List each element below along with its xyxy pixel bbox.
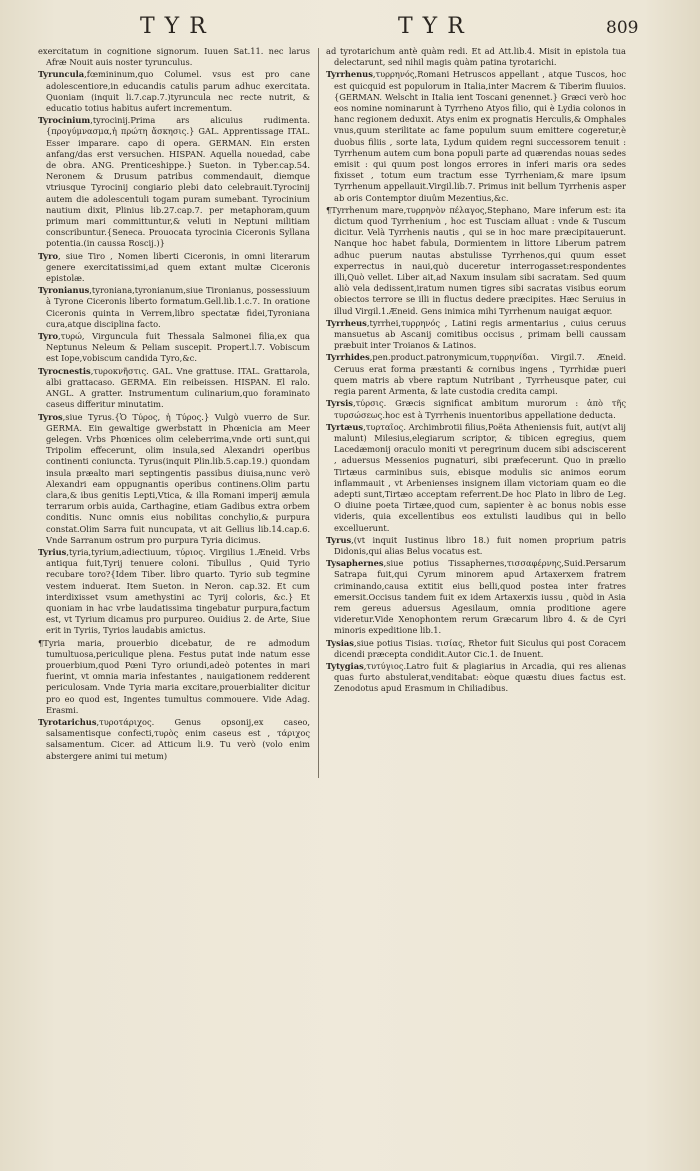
entry-headword: Tyrius — [38, 546, 67, 557]
entry-text: ad tyrotarichum antè quàm redi. Et ad Att.lib.4. Misit in epistola tua delectarunt, sed nihil magis quàm patina tyrotarichi. — [326, 46, 626, 68]
entry-text: ,tyroniana,tyronianum,siue Tironianus, possessiuum à Tyrone Ciceronis liberto formatum.Gell.lib.1.c.7. In oratione Ciceronis quinta in Verrem,libro spectatæ fidei,Tyroniana cura,atque disciplina facto. — [46, 285, 310, 329]
entry-text: ,(vt inquit Iustinus libro 18.) fuit nomen proprium patris Didonis,qui alias Belus vocatus est. — [334, 534, 626, 556]
entry-text: ,pen.product.patronymicum,τυρρηνίδαι. Virgil.7. Æneid. Ceruus erat forma præstanti & cornibus ingens , Tyrrhidæ pueri quem matris ab vbere raptum Nutribant , Tyrrheusque pater, cui regia parent Armenta, & late custodia credita campi. — [334, 352, 626, 397]
entry-text: ,tyrrhei,τυρρηνός , Latini regis armentarius , cuius ceruus mansuetus ab Ascanij comitibus occisus , primam belli caussam præbuit inter Troianos & Latinos. — [334, 317, 626, 351]
entry-headword: Tyrus — [326, 534, 352, 545]
entry-text: ,tyrocinij.Prima ars alicuius rudimenta. {προγύμνασμα,ἡ πρώτη ἄσκησις.} GAL. Apprentissage ITAL. Esser imparare. capo di opera. GERMAN. Ein ersten anfang/das erst versuchen. HISPAN. Aquella nouedad, cabe de obra. ANG. Prenticeshippe.} Sueton. in Tyber.cap.54. Neronem & Drusum patribus commendauit, diemque vtriusque Tyrocinij congiario plebi dato celebrauit.Tyrocinij autem die adolescentuli togam puram sumebant. Tyrocinium nautium dixit, Plinius lib.27.cap.7. per metaphoram,quum primum mari committuntur,& veluti in Neptuni militiam conscribuntur.{Seneca. Prouocata tyrocinia Ciceronis Syllana potentia.(in caussa Roscij.)} — [46, 115, 310, 249]
entry-headword: Tyrocinium — [38, 115, 91, 126]
entry-text: ¶Tyrrhenum mare,τυρρηνὸν πέλαγος,Stephano, Mare inferum est: ita dictum quod Tyrrhenium , hoc est Tusciam alluat : vnde & Tuscum dicitur. Velà Tyrrhenis nautis , qui se in hoc mare præcipitauerunt. Nanque hoc habet fabula, Dormientem in littore Liberum patrem adhuc puerum nautas abstulisse Tyrrhenos,qui quum esset experrectus in naui,quò duceretur interrogasset:respondentes illi,Quò vellet. Liber ait,ad Naxum insulam sibi sacratam. Sed quum aliò vela dedissent,iratum numen tigres sibi sacratas visibus eorum obiectos terrore se illi in fluctus dedere præcipites. Hæc Seruius in illud Virgil.1.Æneid. Gens inimica mihi Tyrrhenum nauigat æquor. — [326, 204, 626, 316]
entry-text: ¶Tyria maria, prouerbio dicebatur, de re admodum tumultuosa,periculique plena. Festus putat inde natum esse prouerbium,quod Pœni Tyro oriundi,adeò potentes in mari fuerint, vt omnia maria infestantes , nauigationem redderent periculosam. Vnde Tyria maria excitare,prouerbialiter dicitur pro eo quod est, Ingentes tumultus commouere. Vide Adag. Erasmi. — [38, 637, 310, 715]
entry-text: ,tyria,tyrium,adiectiuum, τύριος. Virgilius 1.Æneid. Vrbs antiqua fuit,Tyrij tenuere coloni. Tibullus , Quid Tyrio recubare toro?{Idem Tiber. libro quarto. Tyrio sub tegmine vestem induerat. Item Sueton. in Neron. cap.32. Et cum interdixisset vsum amethystini ac Tyrij coloris, &c.} Et quoniam in hac vrbe laudatissima tingebatur purpura,factum est, vt Tyrium dicamus pro purpureo. Ouidius 2. de Arte, Siue erit in Tyriis, Tyrios laudabis amictus. — [46, 546, 310, 636]
entry-text: ,τυρρηνός,Romani Hetruscos appellant , atque Tuscos, hoc est quicquid est populorum in Italia,inter Macrem & Tiberim fluuios.{GERMAN. Welscht in Italia ient Toscani genennet.} Græci verò hoc eos nomine nominarunt à Tyrrheno Atyos filio, qui è Lydia colonos in hanc regionem deduxit. Atys enim ex prognatis Herculis,& Omphales vnus,quum sterilitate ac fame populum suum emittere cogeretur,è duobus filiis , sorte lata, Lydum quidem regni successorem tenuit : Tyrrhenum autem cum bona populi parte ad quærendas nouas sedes emisit : qui quum post longos errores in inferi maris ora sedes fixisset , totum eum tractum esse Tyrrheniam,& mare ipsum Tyrrhenum appellauit.Virgil.lib.7. Primus init bellum Tyrrhenis asper ab oris Contemptor diuûm Mezentius,&c. — [334, 69, 626, 203]
dictionary-entry — [326, 69, 626, 203]
entry-headword: Tyro — [38, 250, 58, 261]
entry-headword: Tyros — [38, 411, 63, 422]
dictionary-entry — [38, 69, 310, 114]
entry-text: ,τυρώ, Virguncula fuit Thessala Salmonei filia,ex qua Neptunus Neleum & Peliam suscepit. Propert.l.7. Vobiscum est Iope,vobiscum candida Tyro,&c. — [46, 331, 310, 364]
dictionary-entry — [38, 412, 310, 546]
entry-text: ,τυρταῖος. Archimbrotii filius,Poëta Atheniensis fuit, aut(vt alij malunt) Milesius,elegiarum scriptor, & tibicen egregius, quem Lacedæmonij oraculo moniti vt peregrinum ducem sibi adsciscerent , aduersus Messenios pugnaturi, sibi præfecerunt. Quo in prælio Tirtæus carminibus suis, ebisque modulis sic animos eorum inflammauit , vt Arbenienses insignem illam victoriam quam eo die adepti sunt,Tirtæo acceptam referrent.De hoc Plato in libro de Leg. O diuine poeta Tirtæe,quod cum, sapienter è ac bonus nobis esse videris, quia excellentibus eos extulisti laudibus qui in bello excelluerunt. — [334, 421, 626, 533]
entry-headword: Tysias — [326, 637, 354, 648]
dictionary-entry — [38, 366, 310, 411]
entry-text: ,siue Tyrus.{Ὁ Τύρος, ἡ Τύρος.} Vulgò vuerro de Sur. GERMA. Ein gewaltige gwerbstatt in Phœnicia am Meer gelegen. Vrbs Phœnices olim celeberrima,vnde orti sunt,qui Tripolim effecerunt, olim insula,sed Alexandri operibus continenti coniuncta. Tyrus(inquit Plin.lib.5.cap.19.) quondam insula præalto mari septingentis passibus diuisa,nunc verò Alexandri eam oppugnantis operibus continens.Olim partu clara,& ibus genitis Lepti,Vtica, & illa Romani imperij æmula terrarum orbis auida, Carthagine, etiam Gadibus extra orbem conditis. Nunc omnis eius nobilitas conchylio,& purpura constat.Olim Sarra fuit nuncupata, vt ait Gellius lib.14.cap.6. Vnde Sarranum ostrum pro purpura Tyria dicimus. — [46, 411, 310, 545]
entry-text: , siue Tiro , Nomen liberti Ciceronis, in omni literarum genere exercitatissimi,ad quem extant multæ Ciceronis epistolæ. — [46, 250, 310, 284]
column-divider — [318, 48, 319, 778]
entry-text: ,siue potius Tissaphernes,τισσαφέρνης,Suid.Persarum Satrapa fuit,qui Cyrum minorem apud Artaxerxem fratrem criminando,causa extitit eius belli,quod postea inter fratres emersit.Occisus tandem fuit ex idem Artaxerxis iussu , quòd in Asia rem gereus aduersus Agesilaum, omnia proditione agere videretur.Vide Xenophontem rerum Græcarum libro 4. & de Cyri minoris expeditione lib.1. — [334, 558, 626, 636]
entry-headword: Tyrtæus — [326, 421, 364, 432]
entry-headword: Tyruncula — [38, 69, 85, 80]
dictionary-entry — [38, 251, 310, 285]
dictionary-entry — [38, 717, 310, 762]
dictionary-entry — [326, 661, 626, 695]
running-head — [0, 14, 700, 48]
dictionary-entry — [38, 638, 310, 716]
left-column — [38, 46, 310, 763]
dictionary-entry — [38, 46, 310, 68]
running-head-left: TYR — [140, 14, 216, 39]
entry-headword: Tyrrheus — [326, 317, 367, 328]
page-number: 809 — [606, 18, 639, 38]
dictionary-entry — [326, 318, 626, 352]
entry-text: exercitatum in cognitione signorum. Iuuen Sat.11. nec larus Afræ Nouit auis noster tyrunculus. — [38, 46, 310, 68]
entry-headword: Tyrocnestis — [38, 365, 91, 376]
entry-text: ,τυτύγιος.Latro fuit & plagiarius in Arcadia, qui res alienas quas furto abstulerat,venditabat: eòque quæstu diues factus est. Zenodotus apud Erasmum in Chiliadibus. — [334, 660, 626, 694]
dictionary-entry — [326, 205, 626, 317]
entry-headword: Tyrsis — [326, 398, 353, 409]
entry-headword: Tysaphernes — [326, 558, 384, 569]
dictionary-entry — [326, 535, 626, 557]
entry-text: ,siue potius Tisias. τισίας, Rhetor fuit Siculus qui post Coracem dicendi præcepta condidit.Autor Cic.1. de Inuent. — [334, 637, 626, 659]
dictionary-entry — [326, 422, 626, 534]
entry-headword: Tytygias — [326, 660, 364, 671]
entry-headword: Tyronianus — [38, 285, 90, 296]
dictionary-entry — [38, 331, 310, 365]
entry-text: ,τυροκνῆστις. GAL. Vne grattuse. ITAL. Grattarola, albi grattacaso. GERMA. Ein reibeissen. HISPAN. El ralo. ANGL. A gratter. Instrumentum culinarium,quo foraminato caseus differitur minutatim. — [46, 365, 310, 410]
entry-text: ,τυροτάριχος. Genus opsonij,ex caseo, salsamentisque confecti,τυρὸς enim caseus est , τάριχος salsamentum. Cicer. ad Atticum li.9. Tu verò (volo enim abstergere animi tui metum) — [46, 716, 310, 761]
dictionary-entry — [326, 638, 626, 660]
right-column — [326, 46, 626, 696]
entry-text: ,fœmininum,quo Columel. vsus est pro cane adolescentiore,in educandis catulis parum adhuc exercitata. Quoniam (inquit li.7.cap.7.)tyruncula nec recte nutrit, & educatio totius habitus aufert incrementum. — [46, 69, 310, 114]
blank-lower-page — [0, 790, 700, 1160]
dictionary-entry — [38, 285, 310, 330]
dictionary-entry — [326, 46, 626, 68]
dictionary-entry — [326, 398, 626, 420]
entry-headword: Tyrrhenus — [326, 69, 373, 80]
entry-headword: Tyrrhides — [326, 352, 370, 363]
dictionary-entry — [38, 547, 310, 637]
dictionary-entry — [326, 352, 626, 397]
entry-headword: Tyro — [38, 331, 58, 342]
dictionary-entry — [326, 558, 626, 636]
dictionary-entry — [38, 115, 310, 249]
running-head-right: TYR — [398, 14, 474, 39]
entry-text: ,τύρσις. Græcis significat ambitum murorum : ἀπὸ τῆς τυρσώσεως.hoc est à Tyrrhenis inuentoribus appellatione deducta. — [334, 398, 626, 420]
entry-headword: Tyrotarichus — [38, 716, 97, 727]
